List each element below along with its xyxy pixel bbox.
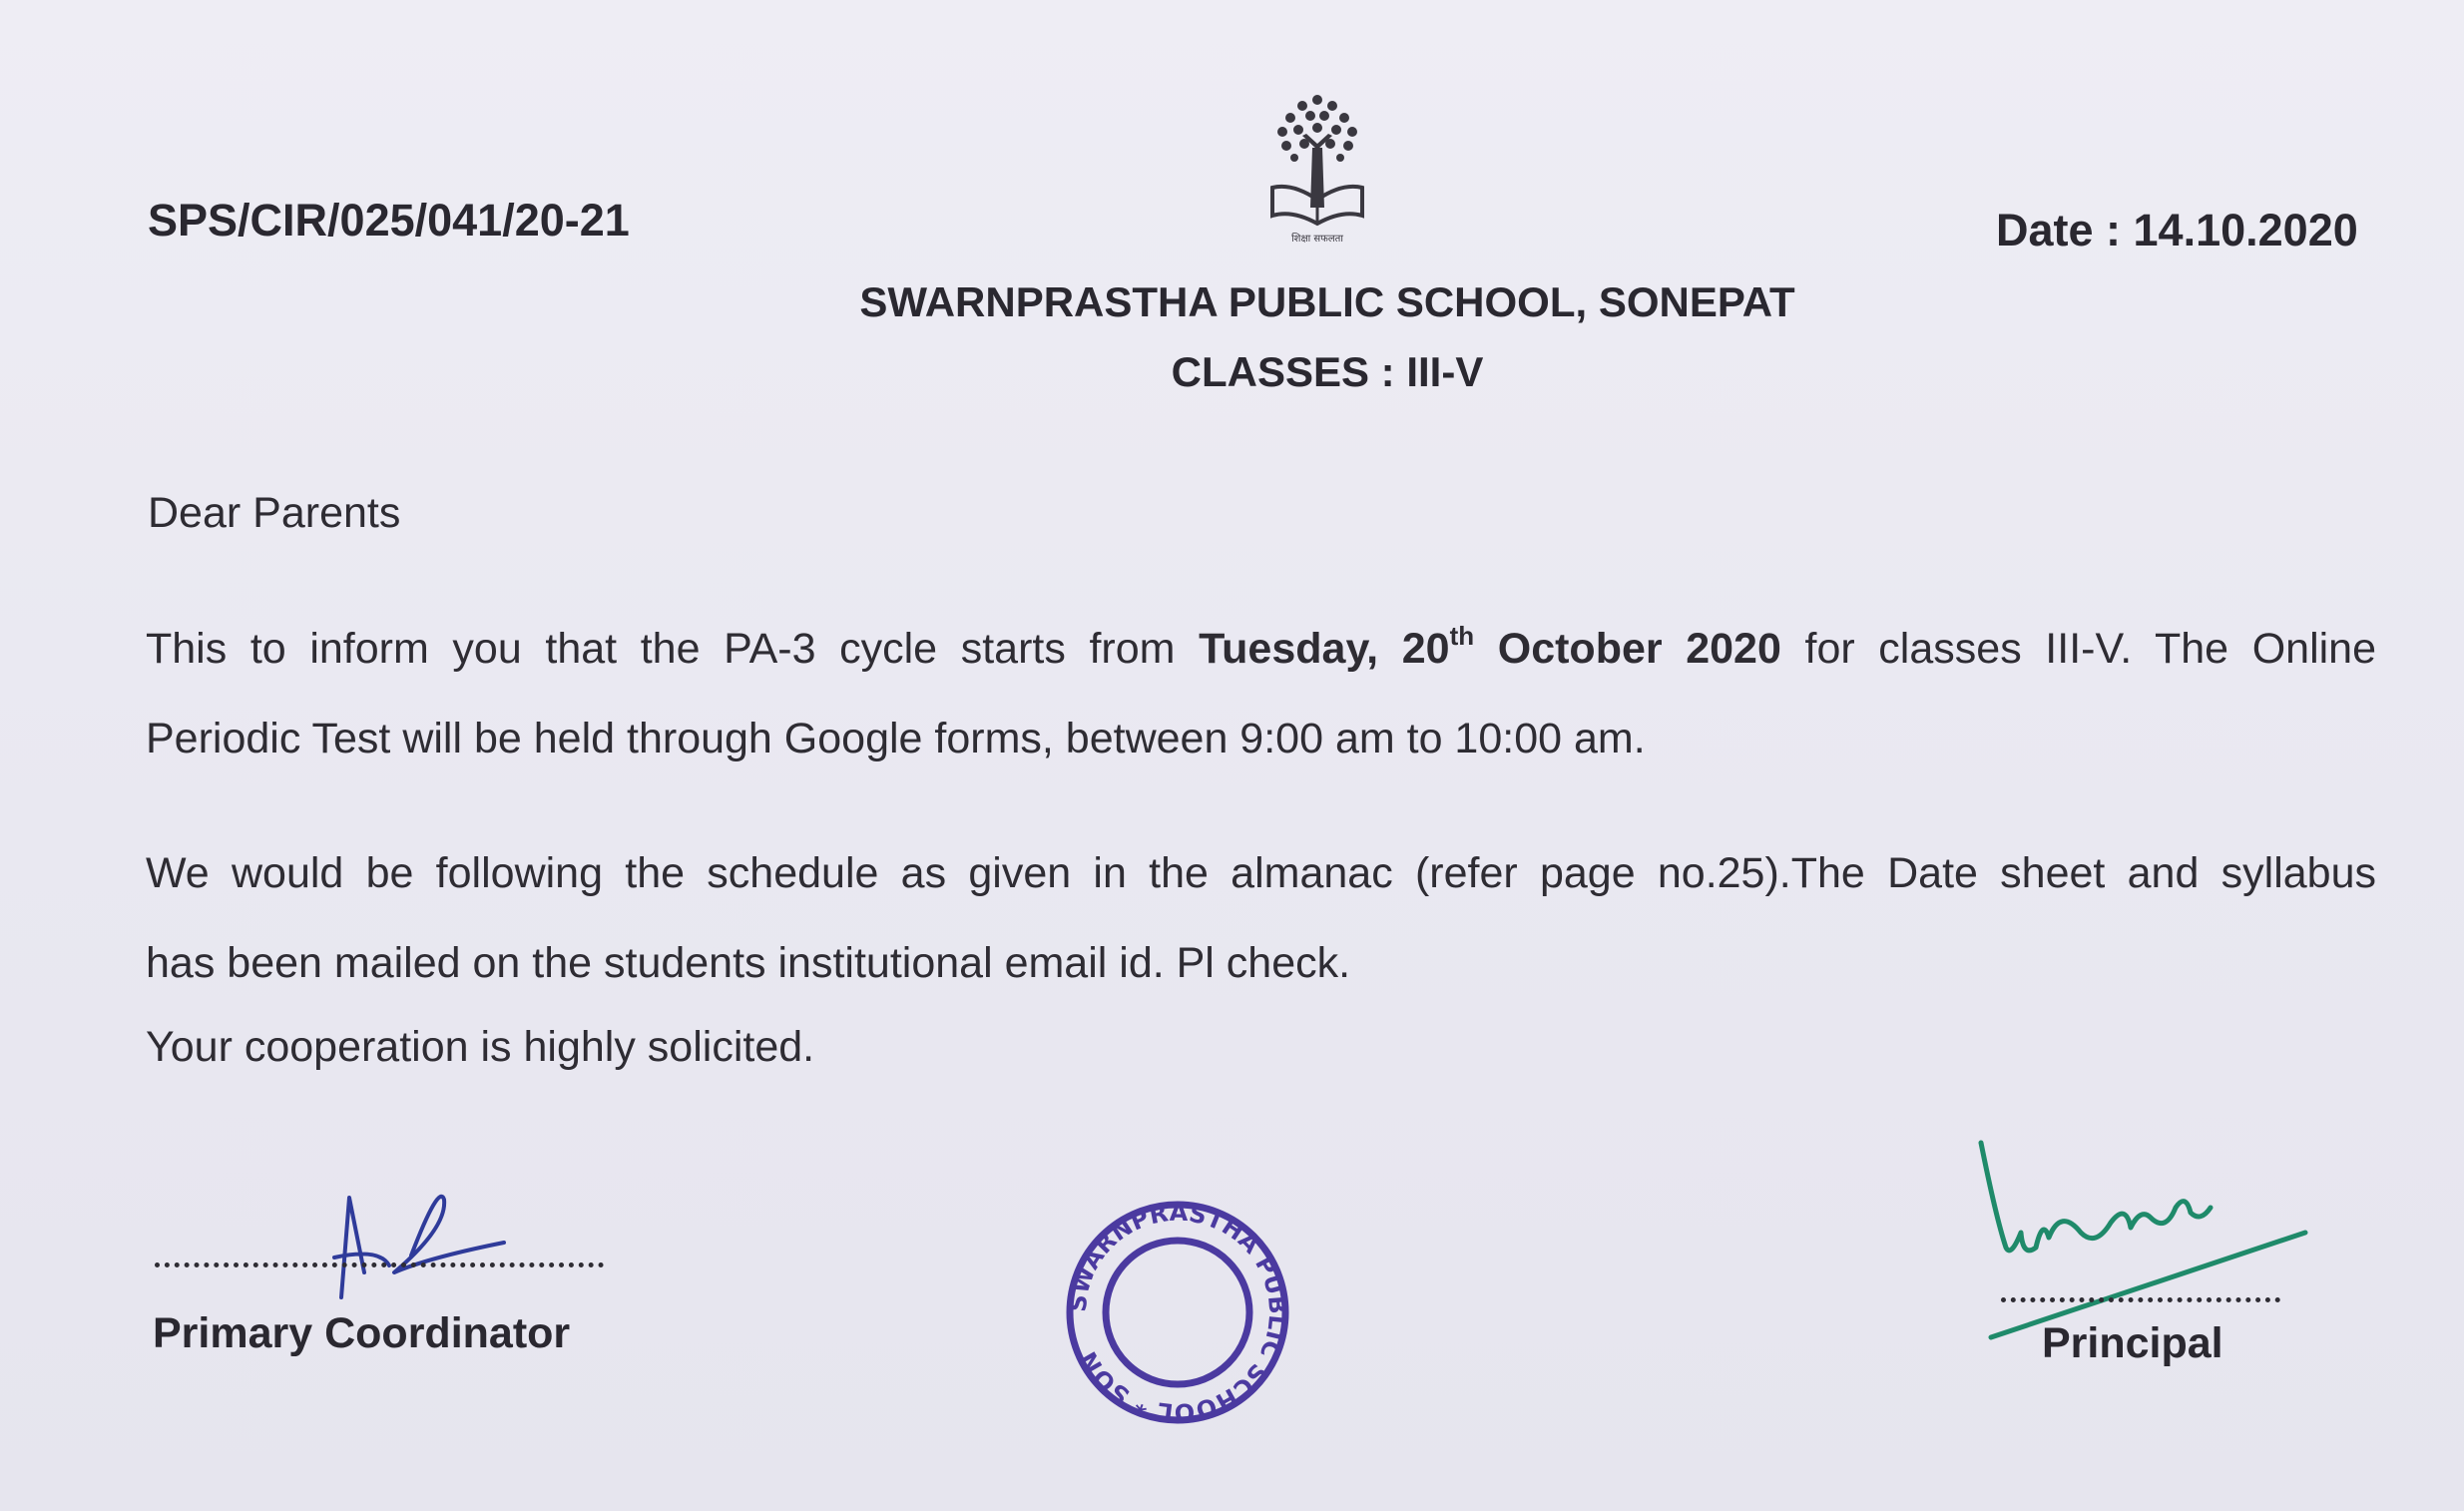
para1-date-part-b: October 2020 xyxy=(1474,625,1781,673)
school-tree-logo-icon xyxy=(1262,88,1372,248)
para1-date-part-a: Tuesday, 20 xyxy=(1199,625,1450,673)
school-header xyxy=(778,267,1876,407)
closing-line: Your cooperation is highly solicited. xyxy=(146,1023,815,1071)
coordinator-signature-line xyxy=(155,1262,604,1267)
salutation: Dear Parents xyxy=(148,489,401,537)
circular-reference-number: SPS/CIR/025/041/20-21 xyxy=(148,195,630,246)
date-label: Date : xyxy=(1996,205,2134,255)
school-stamp-icon xyxy=(1058,1198,1297,1427)
coordinator-signature-icon xyxy=(319,1178,519,1317)
principal-label: Principal xyxy=(2042,1319,2223,1367)
paragraph-schedule xyxy=(146,604,2376,783)
paragraph-almanac-line-1: We would be following the schedule as given in the almanac (refer page no.25).The Date sheet and syllabus xyxy=(146,849,2376,897)
circular-date xyxy=(1996,205,2358,256)
paragraph-almanac-line-2: has been mailed on the students institutional email id. Pl check. xyxy=(146,939,1351,987)
classes-heading: CLASSES : III-V xyxy=(1171,348,1484,395)
coordinator-label: Primary Coordinator xyxy=(153,1309,571,1357)
school-name: SWARNPRASTHA PUBLIC SCHOOL, SONEPAT xyxy=(859,278,1795,325)
date-value: 14.10.2020 xyxy=(2133,205,2358,255)
paragraph-almanac xyxy=(146,828,2376,1008)
para1-rest: for classes III-V. The Online xyxy=(1780,625,2377,673)
principal-signature-line xyxy=(2001,1297,2280,1302)
principal-signature-icon xyxy=(1961,1138,2320,1347)
stamp-text: SWARNPRASTHA PUBLIC SCHOOL * SON xyxy=(1063,1198,1292,1427)
paragraph-schedule-line-1 xyxy=(146,604,2376,694)
logo-caption: शिक्षा सफलता xyxy=(1291,234,1343,245)
para1-intro: This to inform you that the PA-3 cycle starts from xyxy=(146,625,1200,673)
paragraph-schedule-line-2: Periodic Test will be held through Google forms, between 9:00 am to 10:00 am. xyxy=(146,715,1646,762)
para1-date-superscript: th xyxy=(1449,621,1475,651)
